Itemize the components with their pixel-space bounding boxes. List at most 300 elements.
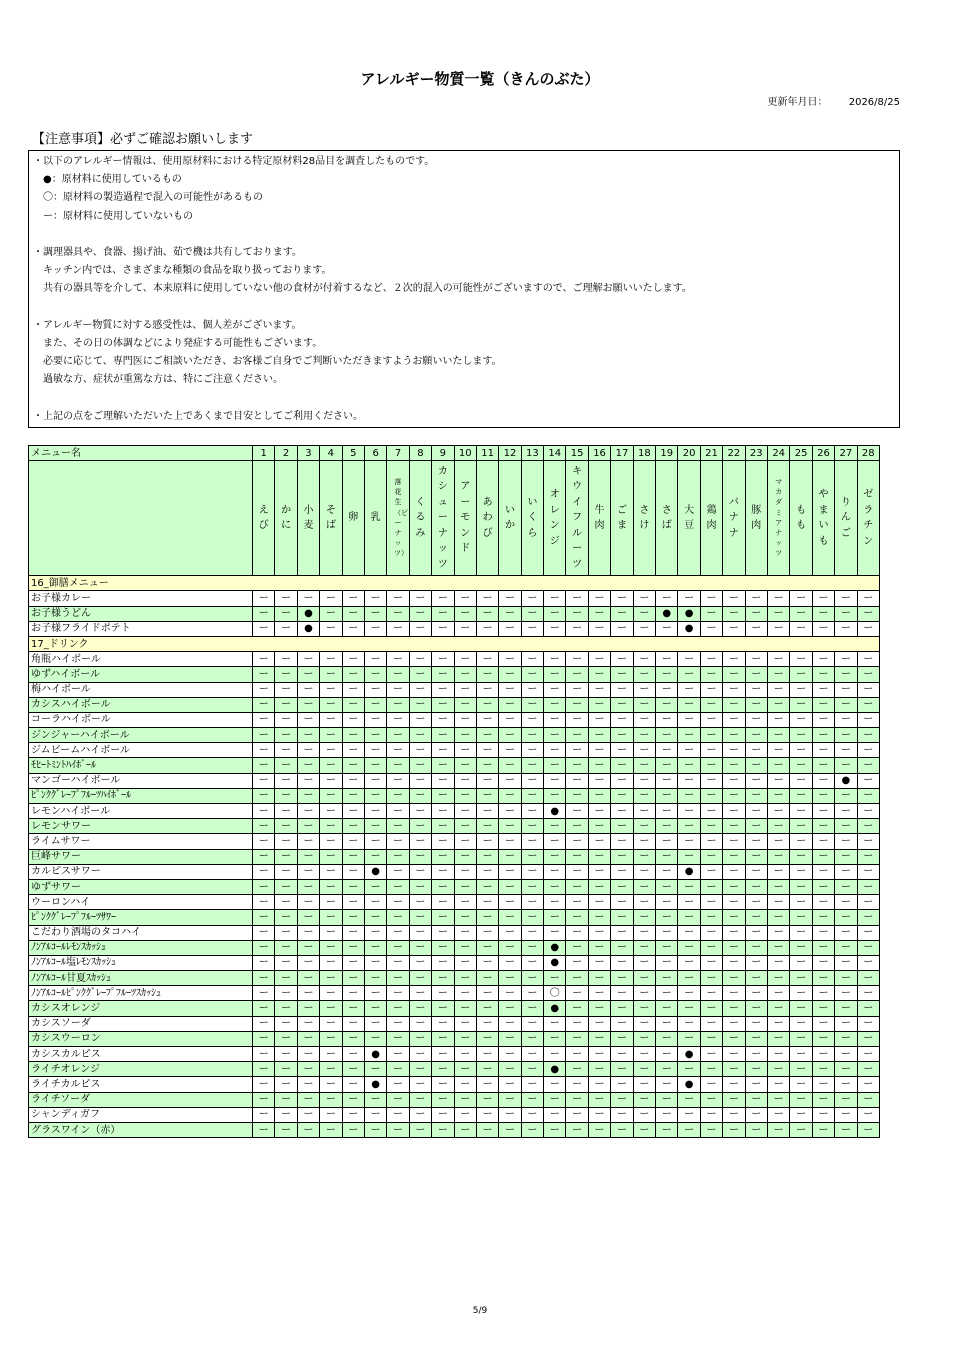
allergen-cell: ー [387,834,409,849]
allergen-cell: ー [454,879,476,894]
allergen-cell: ー [700,986,722,1001]
notice-line: ・アレルギー物質に対する感受性は、個人差がございます。 [33,319,302,331]
allergen-number: 9 [432,446,454,461]
allergen-cell: ー [499,940,521,955]
allergen-cell: ー [633,834,655,849]
allergen-cell: ー [857,1077,879,1092]
allergen-cell: ー [723,758,745,773]
allergen-cell: ー [835,910,857,925]
header-number-row [29,446,880,461]
allergen-cell: ー [812,667,834,682]
allergen-cell: ー [566,910,588,925]
allergen-name: 小麦 [303,504,314,532]
allergen-name: さば [661,504,672,532]
allergen-cell: ー [364,591,386,606]
allergen-cell: ー [566,1077,588,1092]
allergen-cell: ー [342,849,364,864]
allergen-cell: ー [342,864,364,879]
allergen-cell: ー [253,1016,275,1031]
allergen-number: 7 [387,446,409,461]
menu-header: メニュー名 [29,446,253,461]
allergen-cell: ー [364,1001,386,1016]
allergen-cell: ー [432,1077,454,1092]
table-row [29,849,880,864]
allergen-cell: ー [476,667,498,682]
allergen-cell: ー [544,849,566,864]
menu-name: ﾉﾝｱﾙｺｰﾙ甘夏ｽｶｯｼｭ [29,971,253,986]
allergen-cell: ー [387,591,409,606]
allergen-cell: ー [544,591,566,606]
table-row [29,743,880,758]
allergen-cell: ー [700,712,722,727]
allergen-cell: ー [745,758,767,773]
menu-name: ﾉﾝｱﾙｺｰﾙﾋﾟﾝｸｸﾞﾚｰﾌﾟﾌﾙｰﾂｽｶｯｼｭ [29,986,253,1001]
allergen-cell: ー [790,1031,812,1046]
allergen-column [476,461,498,576]
allergen-cell: ー [656,621,678,636]
allergen-cell: ー [611,1062,633,1077]
allergen-cell: ー [521,788,543,803]
allergen-cell: ● [544,955,566,970]
allergen-cell: ー [320,788,342,803]
allergen-cell: ー [745,712,767,727]
allergen-cell: ー [723,1122,745,1137]
allergen-cell: ー [835,667,857,682]
allergen-cell: ー [812,1047,834,1062]
allergen-cell: ー [409,667,431,682]
allergen-number: 13 [521,446,543,461]
allergen-cell: ー [320,1077,342,1092]
updated-date [768,93,900,108]
allergen-cell: ー [745,849,767,864]
allergen-cell: ー [611,925,633,940]
allergen-cell: ー [320,591,342,606]
allergen-cell: ー [387,849,409,864]
allergen-cell: ー [767,788,789,803]
allergen-cell: ー [275,1092,297,1107]
table-row [29,1107,880,1122]
allergen-cell: ー [297,940,319,955]
allergen-name: 卵 [348,512,359,524]
allergen-cell: ー [409,682,431,697]
allergen-cell: ー [387,712,409,727]
allergen-cell: ー [476,971,498,986]
allergen-cell: ー [835,1047,857,1062]
allergen-cell: ー [678,1122,700,1137]
allergen-column [297,461,319,576]
allergen-cell: ー [409,1016,431,1031]
allergen-cell: ー [499,743,521,758]
allergen-cell: ー [790,910,812,925]
allergen-cell: ー [745,910,767,925]
allergen-cell: ー [812,910,834,925]
allergen-cell: ー [387,804,409,819]
allergen-cell: ー [678,971,700,986]
table-row [29,925,880,940]
allergen-cell: ● [678,864,700,879]
table-row [29,652,880,667]
allergen-cell: ー [342,712,364,727]
allergen-cell: ー [656,758,678,773]
allergen-cell: ー [835,879,857,894]
allergen-cell: ー [700,621,722,636]
allergen-cell: ー [790,971,812,986]
allergen-cell: ー [790,1092,812,1107]
allergen-cell: ー [320,819,342,834]
allergen-cell: ー [521,773,543,788]
allergen-cell: ー [454,940,476,955]
table-row [29,986,880,1001]
allergen-number: 1 [253,446,275,461]
allergen-cell: ー [835,1077,857,1092]
allergen-cell: ー [409,728,431,743]
allergen-cell: ー [588,1016,610,1031]
allergen-cell: ー [521,940,543,955]
allergen-cell: ー [633,864,655,879]
allergen-cell: ー [767,606,789,621]
allergen-cell: ー [387,788,409,803]
allergen-cell: ー [499,1062,521,1077]
allergen-cell: ー [656,773,678,788]
allergen-cell: ー [454,697,476,712]
allergen-cell: ー [253,773,275,788]
allergen-cell: ー [588,1001,610,1016]
allergen-cell: ー [320,849,342,864]
allergen-cell: ー [409,910,431,925]
allergen-cell: ー [812,728,834,743]
allergen-cell: ー [454,1047,476,1062]
allergen-cell: ー [342,1031,364,1046]
allergen-cell: ー [588,728,610,743]
allergen-cell: ー [476,1047,498,1062]
allergen-cell: ー [544,925,566,940]
allergen-cell: ー [857,1016,879,1031]
allergen-cell: ー [723,591,745,606]
allergen-cell: ー [588,1047,610,1062]
allergen-cell: ー [253,1001,275,1016]
allergen-cell: ー [544,788,566,803]
allergen-cell: ー [812,1062,834,1077]
allergen-number: 27 [835,446,857,461]
allergen-cell: ー [297,773,319,788]
allergen-cell: ー [454,1077,476,1092]
allergen-cell: ー [297,728,319,743]
allergen-cell: ー [633,986,655,1001]
allergen-cell: ー [700,971,722,986]
allergen-cell: ー [611,986,633,1001]
notice-line [33,299,895,317]
allergen-name: いくら [527,496,538,539]
allergen-cell: ー [521,1077,543,1092]
allergen-cell: ー [409,849,431,864]
allergen-cell: ー [745,1031,767,1046]
allergen-cell: ー [566,864,588,879]
allergen-cell: ー [812,849,834,864]
allergen-cell: ー [521,712,543,727]
allergen-cell: ● [678,621,700,636]
table-row [29,773,880,788]
allergen-cell: ー [432,925,454,940]
allergen-cell: ー [767,1016,789,1031]
allergen-cell: ー [723,804,745,819]
allergen-column [432,461,454,576]
allergen-cell: ー [790,849,812,864]
allergen-cell: ー [857,849,879,864]
allergen-cell: ー [409,819,431,834]
allergen-cell: ー [656,1031,678,1046]
menu-name: グラスワイン（赤） [29,1122,253,1137]
allergen-cell: ー [454,986,476,1001]
allergen-cell: ー [499,925,521,940]
allergen-cell: ー [678,743,700,758]
allergen-cell: ー [320,879,342,894]
allergen-cell: ー [364,849,386,864]
allergen-cell: ー [544,1047,566,1062]
allergen-cell: ー [364,971,386,986]
allergen-cell: ー [566,1092,588,1107]
allergen-cell: ー [588,682,610,697]
allergen-cell: ー [857,1062,879,1077]
allergen-cell: ー [476,925,498,940]
allergen-cell: ー [588,1077,610,1092]
allergen-cell: ー [566,1001,588,1016]
allergen-cell: ー [544,712,566,727]
table-row [29,606,880,621]
allergen-cell: ー [656,1092,678,1107]
allergen-cell: ー [745,682,767,697]
allergen-cell: ー [409,712,431,727]
allergen-cell: ー [432,940,454,955]
allergen-cell: ー [857,819,879,834]
allergen-cell: ー [476,804,498,819]
allergen-cell: ー [364,652,386,667]
allergen-cell: ー [409,895,431,910]
allergen-cell: ー [745,819,767,834]
allergen-cell: ー [387,1062,409,1077]
allergen-cell: ー [700,1047,722,1062]
allergen-cell: ー [678,895,700,910]
allergen-cell: ー [499,849,521,864]
allergen-cell: ー [835,955,857,970]
allergen-cell: ー [476,743,498,758]
menu-name: 巨峰サワー [29,849,253,864]
allergen-cell: ー [253,697,275,712]
allergen-number: 3 [297,446,319,461]
allergen-cell: ー [454,758,476,773]
allergen-cell: ー [835,804,857,819]
notice-line [33,226,895,244]
allergen-cell: ー [409,621,431,636]
allergen-cell: ー [454,895,476,910]
allergen-cell: ー [566,986,588,1001]
allergen-cell: ー [342,697,364,712]
allergen-cell: ー [521,925,543,940]
allergen-column [611,461,633,576]
allergen-cell: ー [812,955,834,970]
allergen-cell: ー [723,1001,745,1016]
allergen-cell: ー [342,1016,364,1031]
allergen-cell: ー [566,728,588,743]
allergen-cell: ー [656,1107,678,1122]
allergen-column [454,461,476,576]
allergen-cell: ー [723,1092,745,1107]
allergen-cell: ー [476,652,498,667]
allergen-cell: ー [835,895,857,910]
allergen-name: えび [258,504,269,532]
notice-line: ・以下のアレルギー情報は、使用原材料における特定原材料28品目を調査したものです。 [33,156,435,167]
page-number: 5/9 [472,1306,488,1316]
allergen-cell: ー [253,712,275,727]
allergen-cell: ー [588,621,610,636]
allergen-cell: ー [790,788,812,803]
allergen-cell: ー [521,895,543,910]
allergen-cell: ー [678,804,700,819]
allergen-cell: ー [611,712,633,727]
allergen-cell: ー [656,743,678,758]
allergen-cell: ー [835,819,857,834]
allergen-cell: ー [409,1031,431,1046]
allergen-cell: ー [700,1031,722,1046]
allergen-cell: ー [857,621,879,636]
notice-line: 共有の器具等を介して、本来原料に使用していない他の食材が付着するなど、２次的混入の可能性がございますので、ご理解お願いいたします。 [33,283,692,295]
allergen-cell: ー [611,591,633,606]
allergen-cell: ー [409,591,431,606]
allergen-cell: ー [454,712,476,727]
allergen-cell: ー [700,804,722,819]
allergen-cell: ー [409,940,431,955]
allergen-cell: ー [790,606,812,621]
allergen-cell: ー [723,971,745,986]
allergen-cell: ー [835,834,857,849]
allergen-name: アーモンド [460,481,471,555]
allergen-cell: ー [364,1016,386,1031]
allergen-cell: ー [253,834,275,849]
allergen-cell: ー [566,849,588,864]
allergen-cell: ー [633,879,655,894]
allergen-cell: ー [387,652,409,667]
allergen-cell: ー [364,621,386,636]
allergen-cell: ー [409,1001,431,1016]
menu-name: ﾋﾟﾝｸｸﾞﾚｰﾌﾟﾌﾙｰﾂﾊｲﾎﾞｰﾙ [29,788,253,803]
allergen-cell: ー [499,621,521,636]
allergen-cell: ー [297,1107,319,1122]
allergen-cell: ー [253,955,275,970]
table-row [29,955,880,970]
allergen-cell: ー [454,1062,476,1077]
allergen-cell: ー [320,804,342,819]
allergen-cell: ー [790,1062,812,1077]
allergen-cell: ー [767,621,789,636]
allergen-cell: ー [297,910,319,925]
allergen-cell: ー [700,606,722,621]
allergen-cell: ー [678,712,700,727]
allergen-cell: ー [857,758,879,773]
allergen-name: 豚肉 [751,504,762,532]
allergen-cell: ー [275,682,297,697]
allergen-cell: ー [297,591,319,606]
allergen-cell: ー [275,697,297,712]
table-row [29,728,880,743]
table-row [29,1047,880,1062]
allergen-cell: ー [656,849,678,864]
notice-line: 必要に応じて、専門医にご相談いただき、お客様ご自身でご判断いただきますようお願いいたします。 [33,356,502,368]
allergen-cell: ー [656,652,678,667]
allergen-cell: ー [499,728,521,743]
allergen-name: 牛肉 [594,504,605,532]
allergen-cell: ー [745,834,767,849]
allergen-cell: ー [723,925,745,940]
allergen-cell: ー [409,1107,431,1122]
allergen-cell: ー [409,788,431,803]
allergen-cell: ー [544,667,566,682]
allergen-cell: ー [723,864,745,879]
allergen-cell: ー [566,1062,588,1077]
allergen-cell: ー [275,743,297,758]
allergen-cell: ー [409,773,431,788]
allergen-cell: ー [297,697,319,712]
allergen-cell: ー [611,1016,633,1031]
allergen-cell: ー [387,910,409,925]
allergen-cell: ー [857,743,879,758]
allergen-cell: ー [745,925,767,940]
allergen-cell: ー [364,758,386,773]
allergen-cell: ー [611,971,633,986]
allergen-cell: ー [678,682,700,697]
allergen-cell: ー [633,1107,655,1122]
allergen-cell: ー [745,986,767,1001]
allergen-cell: ー [297,1016,319,1031]
allergen-cell: ー [521,819,543,834]
table-row [29,712,880,727]
table-row [29,971,880,986]
allergen-cell: ー [790,834,812,849]
table-row [29,758,880,773]
allergen-cell: ー [790,1107,812,1122]
allergen-cell: ー [857,606,879,621]
allergen-cell: 〇 [544,986,566,1001]
allergen-cell: ー [835,864,857,879]
allergen-cell: ー [432,955,454,970]
allergen-cell: ー [633,910,655,925]
allergen-cell: ー [342,1062,364,1077]
allergen-cell: ー [364,1107,386,1122]
allergen-cell: ー [320,1031,342,1046]
notice-box [28,150,900,428]
allergen-table [28,445,880,1138]
menu-name: ﾉﾝｱﾙｺｰﾙ塩ﾚﾓﾝｽｶｯｼｭ [29,955,253,970]
allergen-cell: ー [611,849,633,864]
allergen-cell: ー [387,743,409,758]
allergen-cell: ー [275,940,297,955]
allergen-cell: ー [611,940,633,955]
allergen-cell: ー [745,743,767,758]
allergen-column [566,461,588,576]
allergen-cell: ー [432,758,454,773]
allergen-cell: ー [588,925,610,940]
allergen-cell: ー [387,697,409,712]
allergen-name: キウイフルーツ [572,465,583,570]
allergen-cell: ー [521,621,543,636]
allergen-cell: ー [745,940,767,955]
allergen-column [499,461,521,576]
allergen-cell: ー [476,834,498,849]
allergen-cell: ー [432,667,454,682]
allergen-cell: ー [745,864,767,879]
allergen-cell: ー [432,788,454,803]
allergen-name: オレンジ [549,489,560,547]
allergen-cell: ー [275,895,297,910]
allergen-cell: ー [767,652,789,667]
